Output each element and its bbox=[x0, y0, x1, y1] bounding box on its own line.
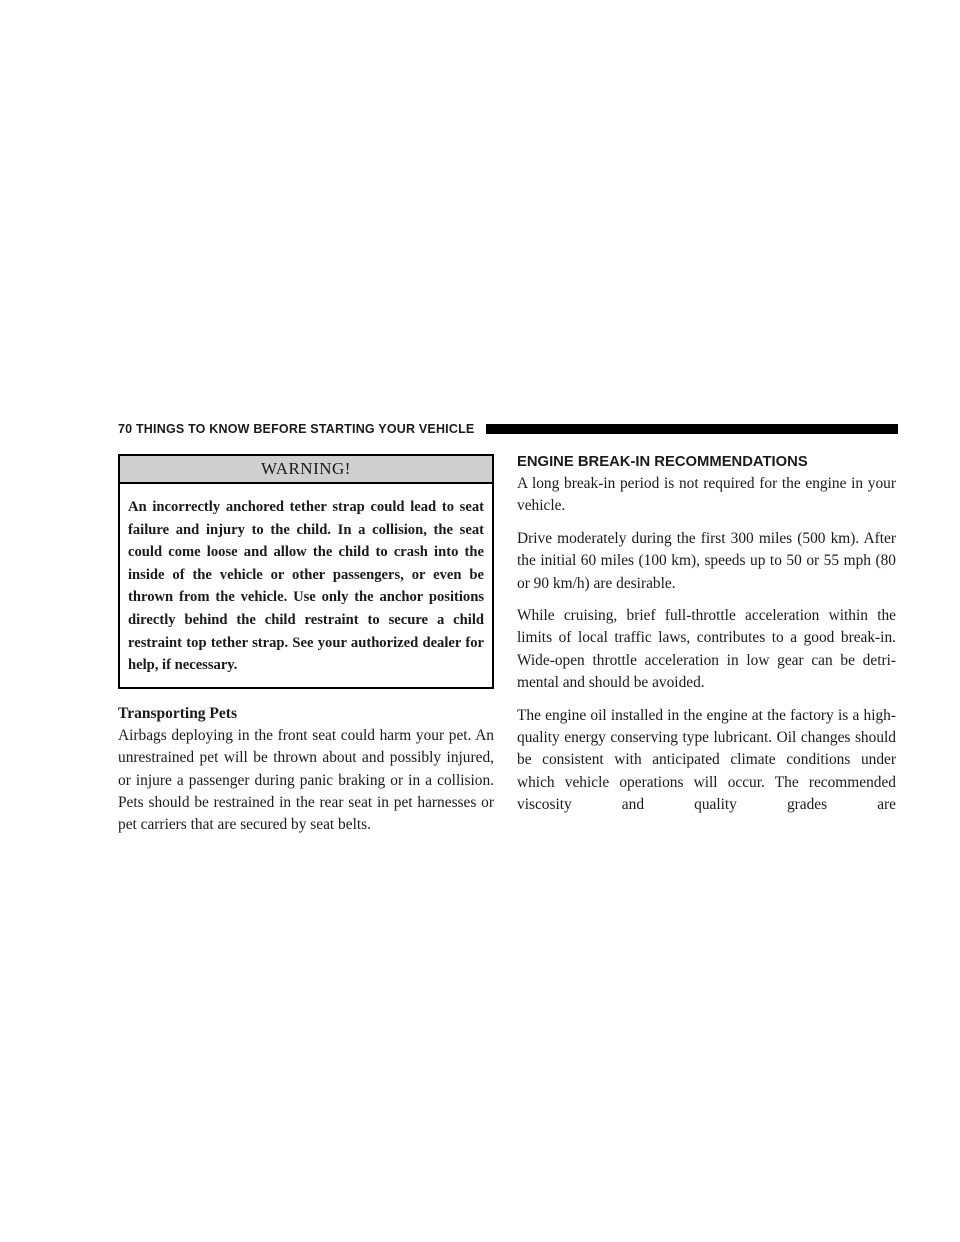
page-header bbox=[118, 420, 898, 438]
right-column bbox=[517, 452, 896, 817]
page-header-label: 70 THINGS TO KNOW BEFORE STARTING YOUR VEHICLE bbox=[118, 422, 475, 436]
engine-paragraph-3: While cruising, brief full-throttle acceleration within the limits of local traffic laws, contributes to a good break-in. Wide-open throttle acceleration in low gear can be detri-mental and should be avoided. bbox=[517, 607, 896, 692]
warning-box bbox=[118, 454, 494, 689]
warning-text: An incorrectly anchored tether strap could lead to seat failure and injury to the child. In a collision, the seat could come loose and allow the child to crash into the inside of the vehicle or other passengers, or even be thrown from the vehicle. Use only the anchor positions directly behind the child restraint to secure a child restraint top tether strap. See your authorized dealer for help, if necessary. bbox=[128, 499, 484, 674]
engine-paragraph-4: The engine oil installed in the engine at the factory is a high-quality energy conserving type lubricant. Oil changes should be consistent with anticipated climate conditions under which vehicle operations will occur. The recommended viscosity and quality grades are bbox=[517, 706, 896, 814]
engine-break-in-heading: ENGINE BREAK-IN RECOMMENDATIONS bbox=[517, 454, 808, 470]
warning-title: WARNING! bbox=[120, 456, 492, 484]
engine-paragraph-2: Drive moderately during the first 300 miles (500 km). After the initial 60 miles (100 km), speeds up to 50 or 55 mph (80 or 90 km/h) are desirable. bbox=[517, 529, 896, 592]
engine-paragraph-1: A long break-in period is not required for the engine in your vehicle. bbox=[517, 475, 896, 515]
transporting-pets-heading: Transporting Pets bbox=[118, 704, 237, 722]
left-column bbox=[118, 454, 494, 837]
header-rule-bar bbox=[486, 424, 898, 434]
transporting-pets-paragraph: Airbags deploying in the front seat could harm your pet. An unrestrained pet will be thrown about and possibly injured, or injure a passenger during panic braking or in a collision. Pets should be restrained in the rear seat in pet harnesses or pet carriers that are secured by seat belts. bbox=[118, 726, 494, 834]
